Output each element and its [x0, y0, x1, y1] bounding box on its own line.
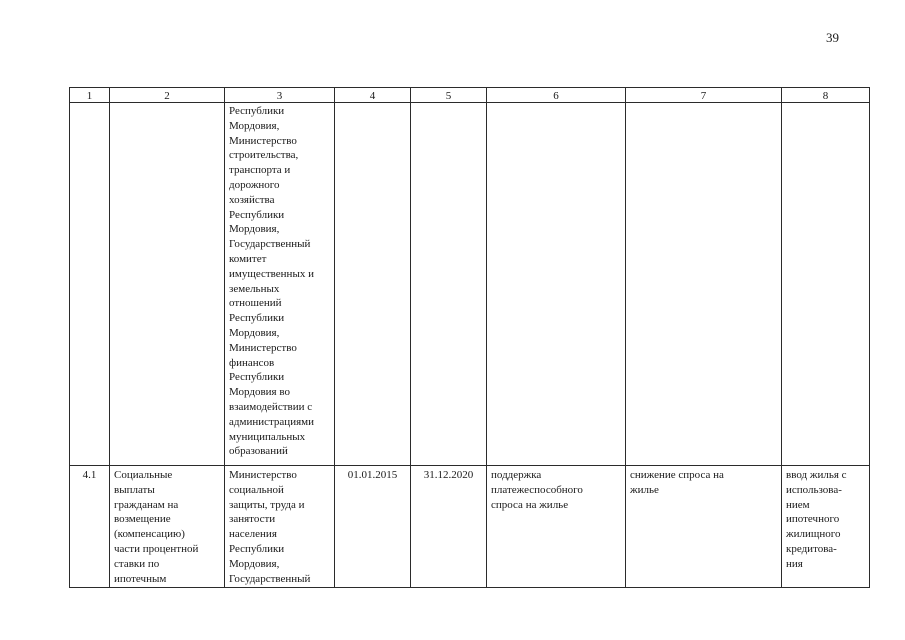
table-cell-expected-result: поддержка платежеспособного спроса на жилье [487, 466, 626, 588]
column-number-header: 1 [70, 88, 110, 103]
column-number-header: 6 [487, 88, 626, 103]
table-cell-executors: Республики Мордовия, Министерство строительства, транспорта и дорожного хозяйства Республики Мордовия, Государственный комитет имущественных и земельных отношений Республики Мордовия, Министерство финансов Республики Мордовия во взаимодействии с администрациями муниципальных образований [225, 103, 335, 466]
table-cell-end-date: 31.12.2020 [411, 466, 487, 588]
table-row-4-1 [70, 466, 870, 588]
table-cell-number: 4.1 [70, 466, 110, 588]
page-number: 39 [826, 30, 839, 45]
table-cell-start-date: 01.01.2015 [335, 466, 411, 588]
table-cell-consequences: снижение спроса на жилье [626, 466, 782, 588]
column-number-header: 2 [110, 88, 225, 103]
table-cell [110, 103, 225, 466]
table-cell [335, 103, 411, 466]
column-number-header: 7 [626, 88, 782, 103]
program-activities-table [69, 87, 870, 588]
column-number-row [70, 88, 870, 103]
column-number-header: 8 [782, 88, 870, 103]
table-cell-executors: Министерство социальной защиты, труда и занятости населения Республики Мордовия, Государственный [225, 466, 335, 588]
column-number-header: 5 [411, 88, 487, 103]
table-cell [487, 103, 626, 466]
table-cell-indicator-link: ввод жилья с использова- нием ипотечного жилищного кредитова- ния [782, 466, 870, 588]
table-cell [70, 103, 110, 466]
table-cell [626, 103, 782, 466]
table-cell [411, 103, 487, 466]
table-row-continuation [70, 103, 870, 466]
column-number-header: 3 [225, 88, 335, 103]
table-cell-activity: Социальные выплаты гражданам на возмещение (компенсацию) части процентной ставки по ипотечным [110, 466, 225, 588]
column-number-header: 4 [335, 88, 411, 103]
table-cell [782, 103, 870, 466]
